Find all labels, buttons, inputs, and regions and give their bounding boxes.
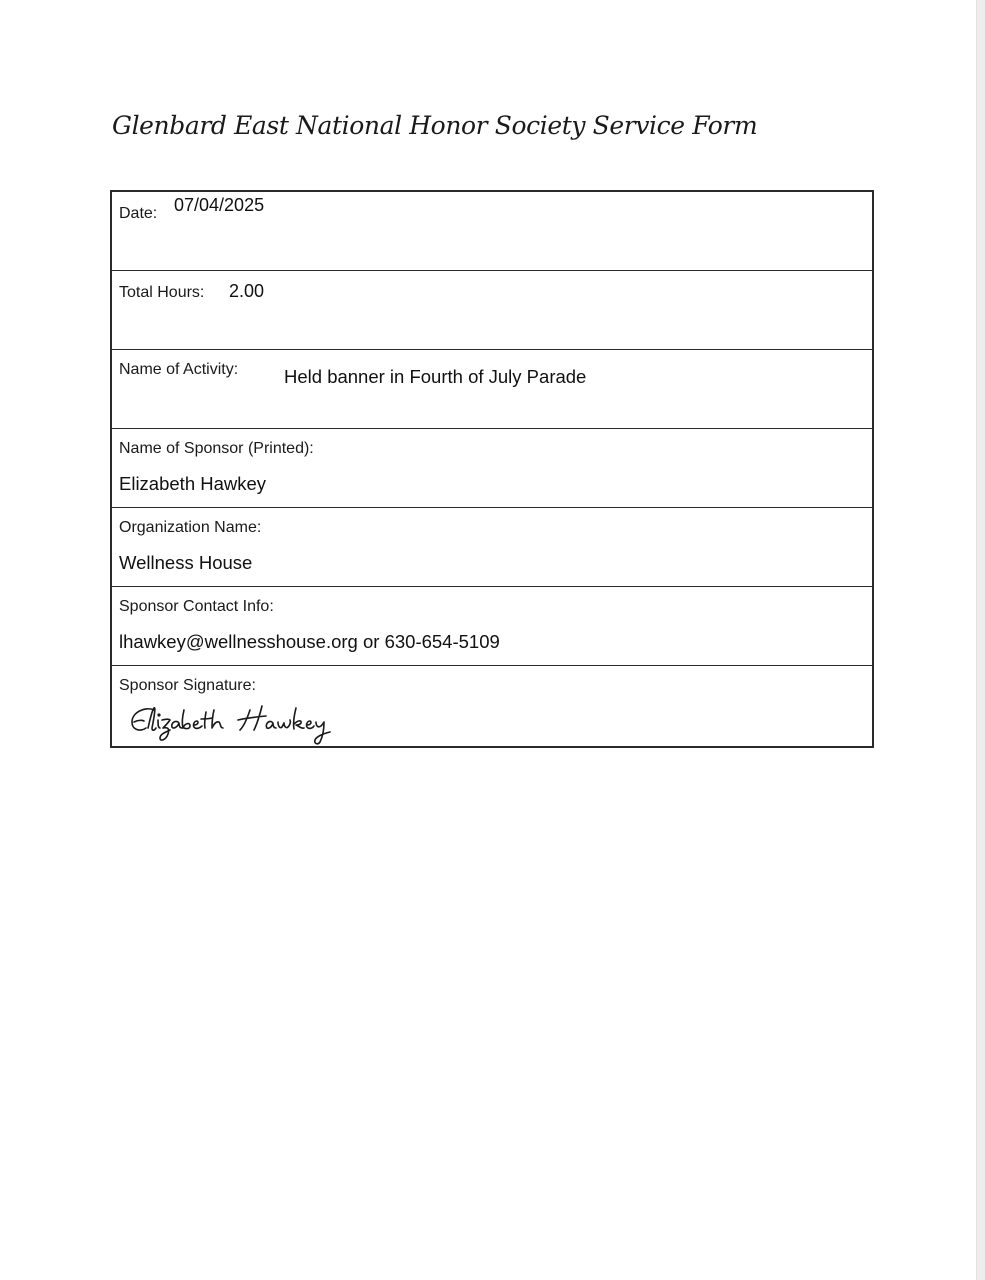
activity-row [112, 350, 872, 429]
total-hours-label: Total Hours: [119, 284, 205, 301]
contact-value: lhawkey@wellnesshouse.org or 630-654-5109 [119, 631, 500, 652]
total-hours-row [112, 271, 872, 350]
page-edge-shadow [976, 0, 985, 1280]
total-hours-value: 2.00 [229, 281, 265, 301]
organization-value: Wellness House [119, 552, 253, 573]
date-value: 07/04/2025 [174, 195, 265, 215]
sponsor-name-value: Elizabeth Hawkey [119, 473, 267, 494]
activity-label: Name of Activity: [119, 361, 239, 378]
signature-label: Sponsor Signature: [119, 677, 256, 694]
contact-label: Sponsor Contact Info: [119, 598, 274, 615]
sponsor-name-row [112, 429, 872, 508]
organization-label: Organization Name: [119, 519, 262, 536]
date-row [112, 192, 872, 271]
contact-row [112, 587, 872, 666]
signature-row [112, 666, 872, 746]
activity-value: Held banner in Fourth of July Parade [284, 366, 587, 387]
form-title: Glenbard East National Honor Society Service Form [112, 111, 758, 140]
sponsor-name-label: Name of Sponsor (Printed): [119, 440, 314, 457]
sponsor-signature-image [124, 698, 364, 746]
service-form-table [110, 190, 874, 748]
organization-row [112, 508, 872, 587]
date-label: Date: [119, 205, 158, 222]
